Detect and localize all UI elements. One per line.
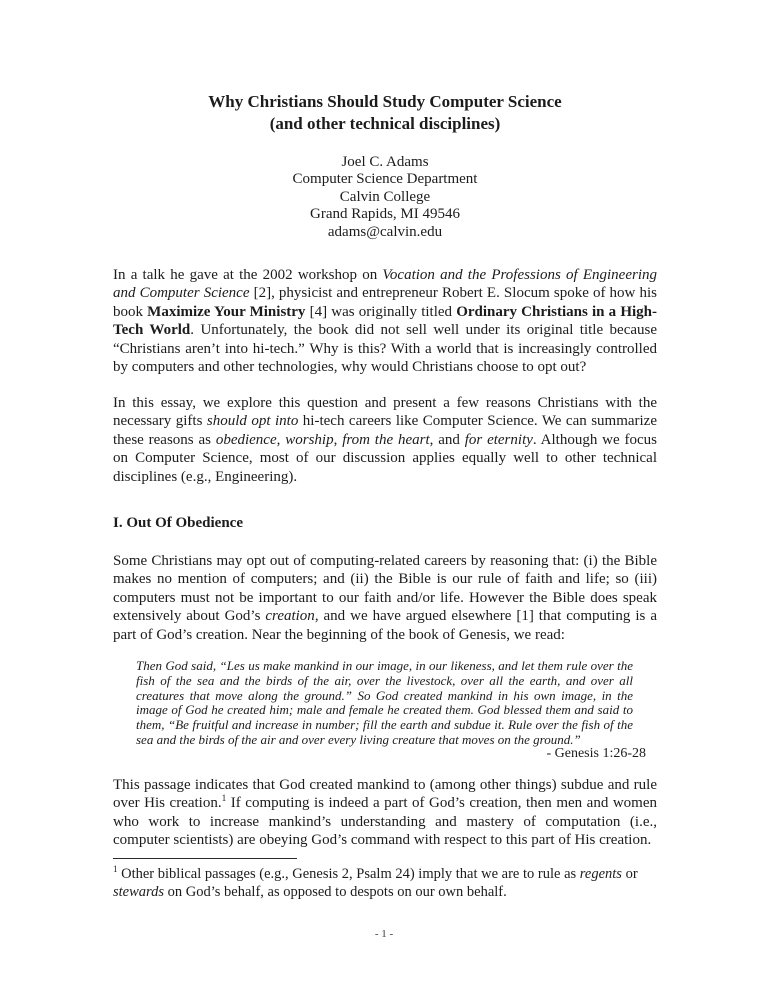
page-number: - 1 -	[374, 928, 394, 940]
section-heading-obedience: I. Out Of Obedience	[113, 515, 243, 531]
author-department: Computer Science Department	[292, 171, 478, 188]
author-block	[113, 154, 657, 241]
paragraph-obedience-reasoning: Some Christians may opt out of computing-related careers by reasoning that: (i) the Bible makes no mention of computers; and (ii) the Bible is our rule of faith and life; so (iii) computers must not be important to our faith and/or life. However the Bible does speak extensively about God’s creation, and we have argued elsewhere [1] that computing is a part of God’s creation. Near the beginning of the book of Genesis, we read:	[113, 553, 657, 643]
paragraph-obedience-conclusion: This passage indicates that God created mankind to (among other things) subdue and rule over His creation.$^1$ If computing is indeed a part of God’s creation, then men and women who work to increase mankind’s understanding and mastery of computation (i.e., computer scientists) are obeying God’s command with respect to this part of His creation.	[113, 777, 658, 849]
footnote-1: $^1$ Other biblical passages (e.g., Genesis 2, Psalm 24) imply that we are to rule as regents or stewards on God’s behalf, as opposed to despots on our own behalf.	[113, 864, 638, 900]
quote-attribution: - Genesis 1:26-28	[546, 746, 646, 761]
document-title	[113, 91, 657, 134]
scripture-blockquote: Then God said, “Les us make mankind in our image, in our likeness, and let them rule over the fish of the sea and the birds of the air, over the livestock, over all the earth, and over all creatures that move along the ground.” So God created mankind in his own image, in the image of God he created him; male and female he created them. God blessed them and said to them, “Be fruitful and increase in number; fill the earth and subdue it. Rule over the fish of the sea and the birds of the air and over every living creature that moves on the ground.”	[136, 658, 633, 747]
title-line-1: Why Christians Should Study Computer Science	[208, 92, 562, 111]
title-line-2: (and other technical disciplines)	[269, 113, 501, 133]
paragraph-thesis: In this essay, we explore this question and present a few reasons Christians with the necessary gifts should opt into hi-tech careers like Computer Science. We can summarize these reasons as obedience, worship, from the heart, and for eternity. Although we focus on Computer Science, most of our discussion applies equally well to other technical disciplines (e.g., Engineering).	[113, 395, 657, 485]
paragraph-intro: In a talk he gave at the 2002 workshop on Vocation and the Professions of Engineering and Computer Science [2], physicist and entrepreneur Robert E. Slocum spoke of how his book Maximize Your Ministry [4] was originally titled Ordinary Christians in a High-Tech World. Unfortunately, the book did not sell well under its original title because “Christians aren’t into hi-tech.” Why is this? With a world that is increasingly controlled by computers and other technologies, why would Christians choose to opt out?	[113, 267, 658, 376]
author-email: adams@calvin.edu	[327, 223, 443, 240]
footnote-divider	[113, 858, 297, 859]
author-name: Joel C. Adams	[341, 154, 429, 170]
author-address: Grand Rapids, MI 49546	[310, 206, 460, 223]
author-institution: Calvin College	[339, 188, 431, 205]
